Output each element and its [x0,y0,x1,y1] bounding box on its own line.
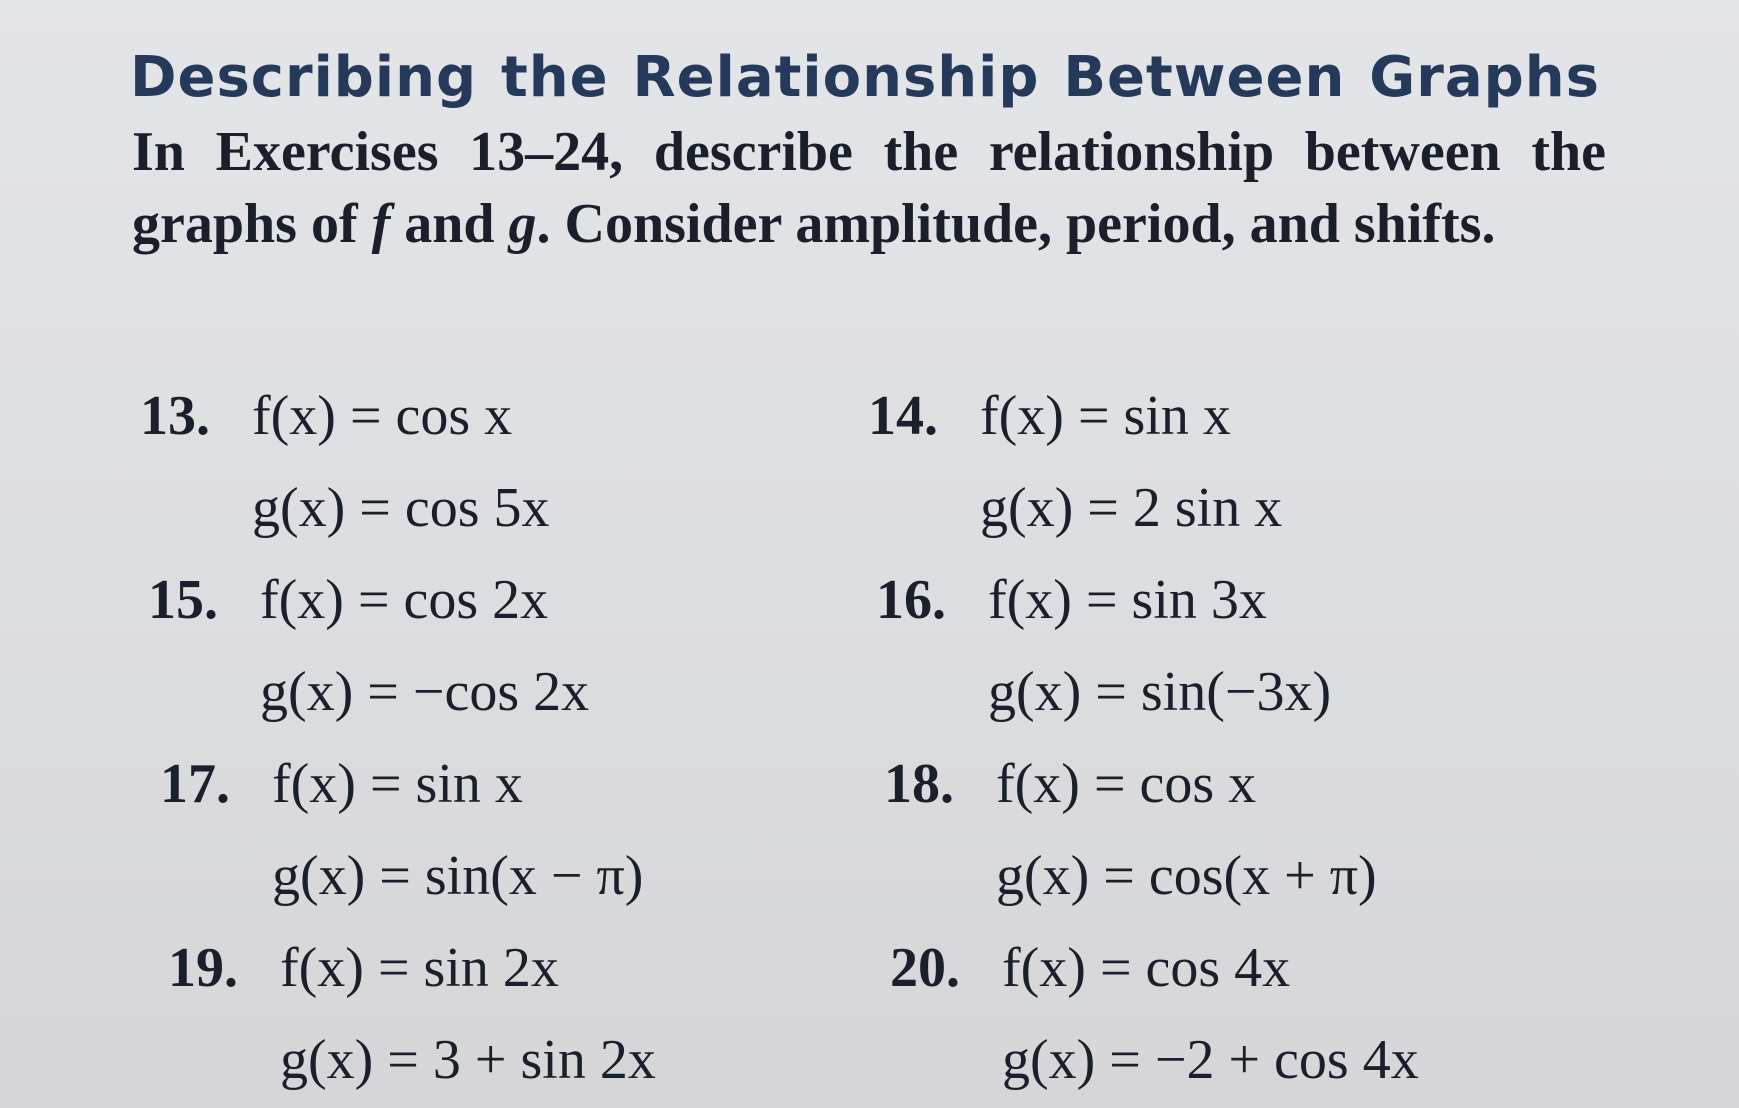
instructions-text-1: In Exercises 13–24, describe the relationship between the graphs of [132,121,1606,255]
f-equation: f(x) = sin x [272,753,523,815]
f-equation: f(x) = sin 2x [280,937,559,999]
section-heading [130,38,1600,118]
exercise-13 [140,370,550,554]
f-equation: f(x) = cos x [252,385,513,447]
f-equation: f(x) = sin x [980,385,1231,447]
exercise-17 [160,738,643,922]
instructions-paragraph [132,116,1606,260]
exercise-number: 20. [890,937,960,999]
heading-word: Relationship [632,45,1040,110]
instructions-text-3: . Consider amplitude, period, and shifts. [536,193,1496,255]
exercise-number: 17. [160,753,230,815]
f-equation: f(x) = sin 3x [988,569,1267,631]
exercise-number: 13. [140,385,210,447]
g-equation: g(x) = 3 + sin 2x [280,1029,656,1091]
exercise-number: 19. [168,937,238,999]
g-equation: g(x) = −cos 2x [260,661,590,723]
exercise-14 [868,370,1282,554]
g-equation: g(x) = −2 + cos 4x [1002,1029,1419,1091]
exercise-20 [890,922,1419,1106]
exercise-number: 18. [884,753,954,815]
heading-word: Between [1063,45,1346,110]
g-equation: g(x) = cos(x + π) [996,845,1377,907]
g-equation: g(x) = 2 sin x [980,477,1283,539]
exercise-16 [876,554,1331,738]
f-equation: f(x) = cos x [996,753,1257,815]
exercise-15 [148,554,589,738]
instructions-f: f [371,193,391,255]
g-equation: g(x) = cos 5x [252,477,550,539]
exercise-19 [168,922,656,1106]
instructions-g: g [508,193,537,255]
f-equation: f(x) = cos 4x [1002,937,1291,999]
exercise-number: 14. [868,385,938,447]
f-equation: f(x) = cos 2x [260,569,549,631]
g-equation: g(x) = sin(x − π) [272,845,644,907]
heading-word: Graphs [1369,45,1600,110]
exercise-number: 15. [148,569,218,631]
instructions-text-2: and [390,193,509,255]
g-equation: g(x) = sin(−3x) [988,661,1332,723]
exercise-18 [884,738,1377,922]
heading-word: the [500,45,609,110]
exercise-number: 16. [876,569,946,631]
heading-word: Describing [130,45,478,110]
